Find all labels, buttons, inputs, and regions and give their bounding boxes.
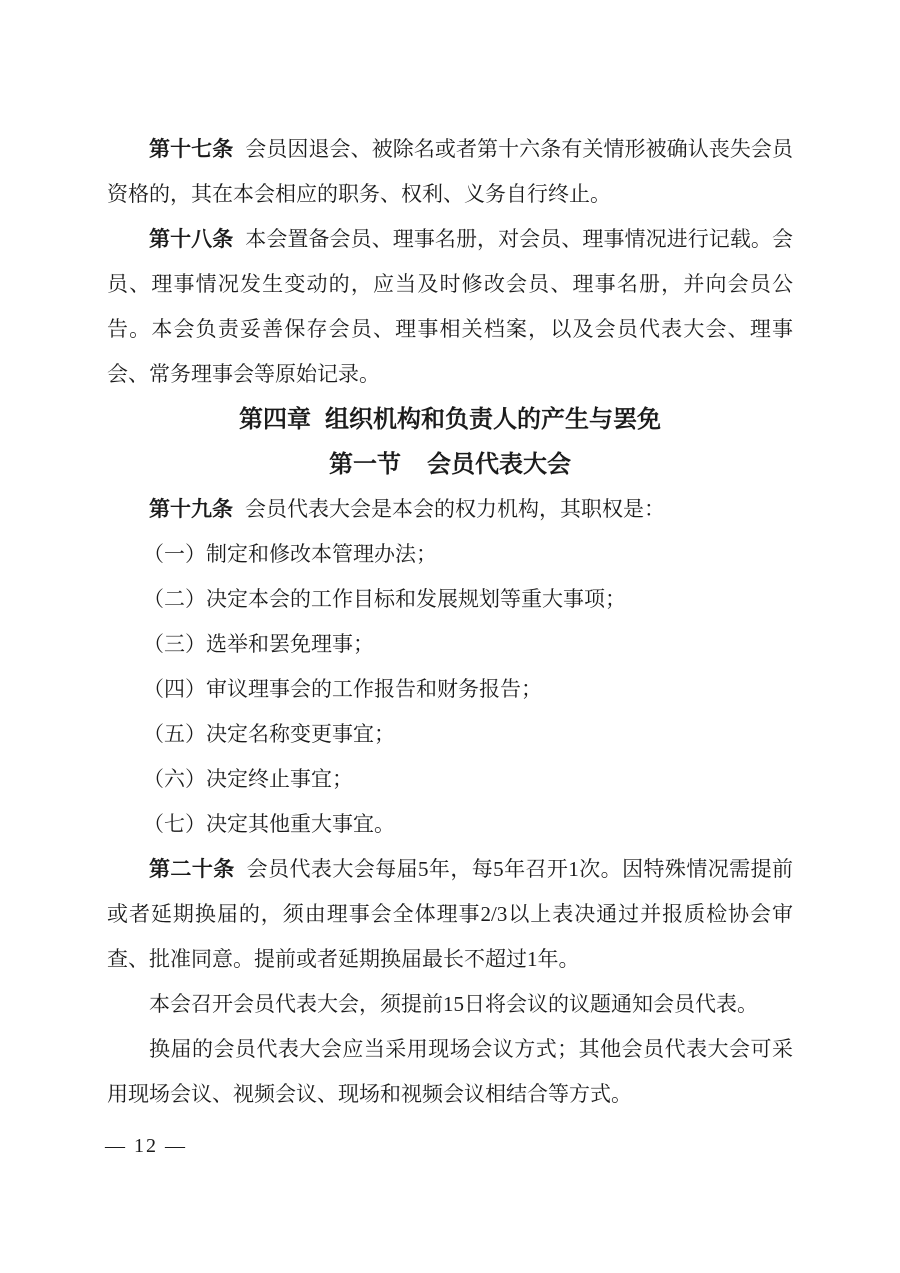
article-18-text: 本会置备会员、理事名册，对会员、理事情况进行记载。会员、理事情况发生变动的，应当及时修改会员、理事名册，并向会员公告。本会负责妥善保存会员、理事相关档案，以及会员代表大会、理事会、常务理事会等原始记录。 xyxy=(107,227,794,386)
article-20-paragraph xyxy=(107,847,793,982)
article-18-label: 第十八条 xyxy=(149,228,234,251)
section-1-number: 第一节 xyxy=(329,451,401,478)
meeting-form-paragraph: 换届的会员代表大会应当采用现场会议方式；其他会员代表大会可采用现场会议、视频会议、现场和视频会议相结合等方式。 xyxy=(107,1037,793,1106)
article-18-paragraph xyxy=(107,217,793,397)
article-17-paragraph xyxy=(107,127,793,217)
article-19-text: 会员代表大会是本会的权力机构，其职权是： xyxy=(245,497,665,521)
chapter-4-title: 组织机构和负责人的产生与罢免 xyxy=(325,406,661,433)
document-text-block xyxy=(107,127,793,1117)
page-number: — 12 — xyxy=(105,1135,187,1157)
section-1-heading xyxy=(107,442,793,487)
notice-paragraph: 本会召开会员代表大会，须提前15日将会议的议题通知会员代表。 xyxy=(149,992,758,1016)
article-19-item-3: （三）选举和罢免理事； xyxy=(143,632,374,656)
article-17-text: 会员因退会、被除名或者第十六条有关情形被确认丧失会员资格的，其在本会相应的职务、权利、义务自行终止。 xyxy=(107,137,794,206)
article-19-item-1: （一）制定和修改本管理办法； xyxy=(143,542,437,566)
article-19-item-6: （六）决定终止事宜； xyxy=(143,767,353,791)
article-19-label: 第十九条 xyxy=(149,498,233,521)
chapter-4-heading xyxy=(107,397,793,442)
chapter-4-number: 第四章 xyxy=(239,406,311,433)
article-19-item-5: （五）决定名称变更事宜； xyxy=(143,722,395,746)
article-19-item-7: （七）决定其他重大事宜。 xyxy=(143,812,395,836)
article-19-item-4: （四）审议理事会的工作报告和财务报告； xyxy=(143,677,542,701)
article-19-item-2: （二）决定本会的工作目标和发展规划等重大事项； xyxy=(143,587,626,611)
article-19-paragraph xyxy=(107,487,793,532)
article-20-text: 会员代表大会每届5年，每5年召开1次。因特殊情况需提前或者延期换届的，须由理事会全体理事2/3以上表决通过并报质检协会审查、批准同意。提前或者延期换届最长不超过1年。 xyxy=(107,857,794,971)
article-17-label: 第十七条 xyxy=(149,138,234,161)
section-1-title: 会员代表大会 xyxy=(427,451,571,478)
article-20-label: 第二十条 xyxy=(149,858,235,881)
